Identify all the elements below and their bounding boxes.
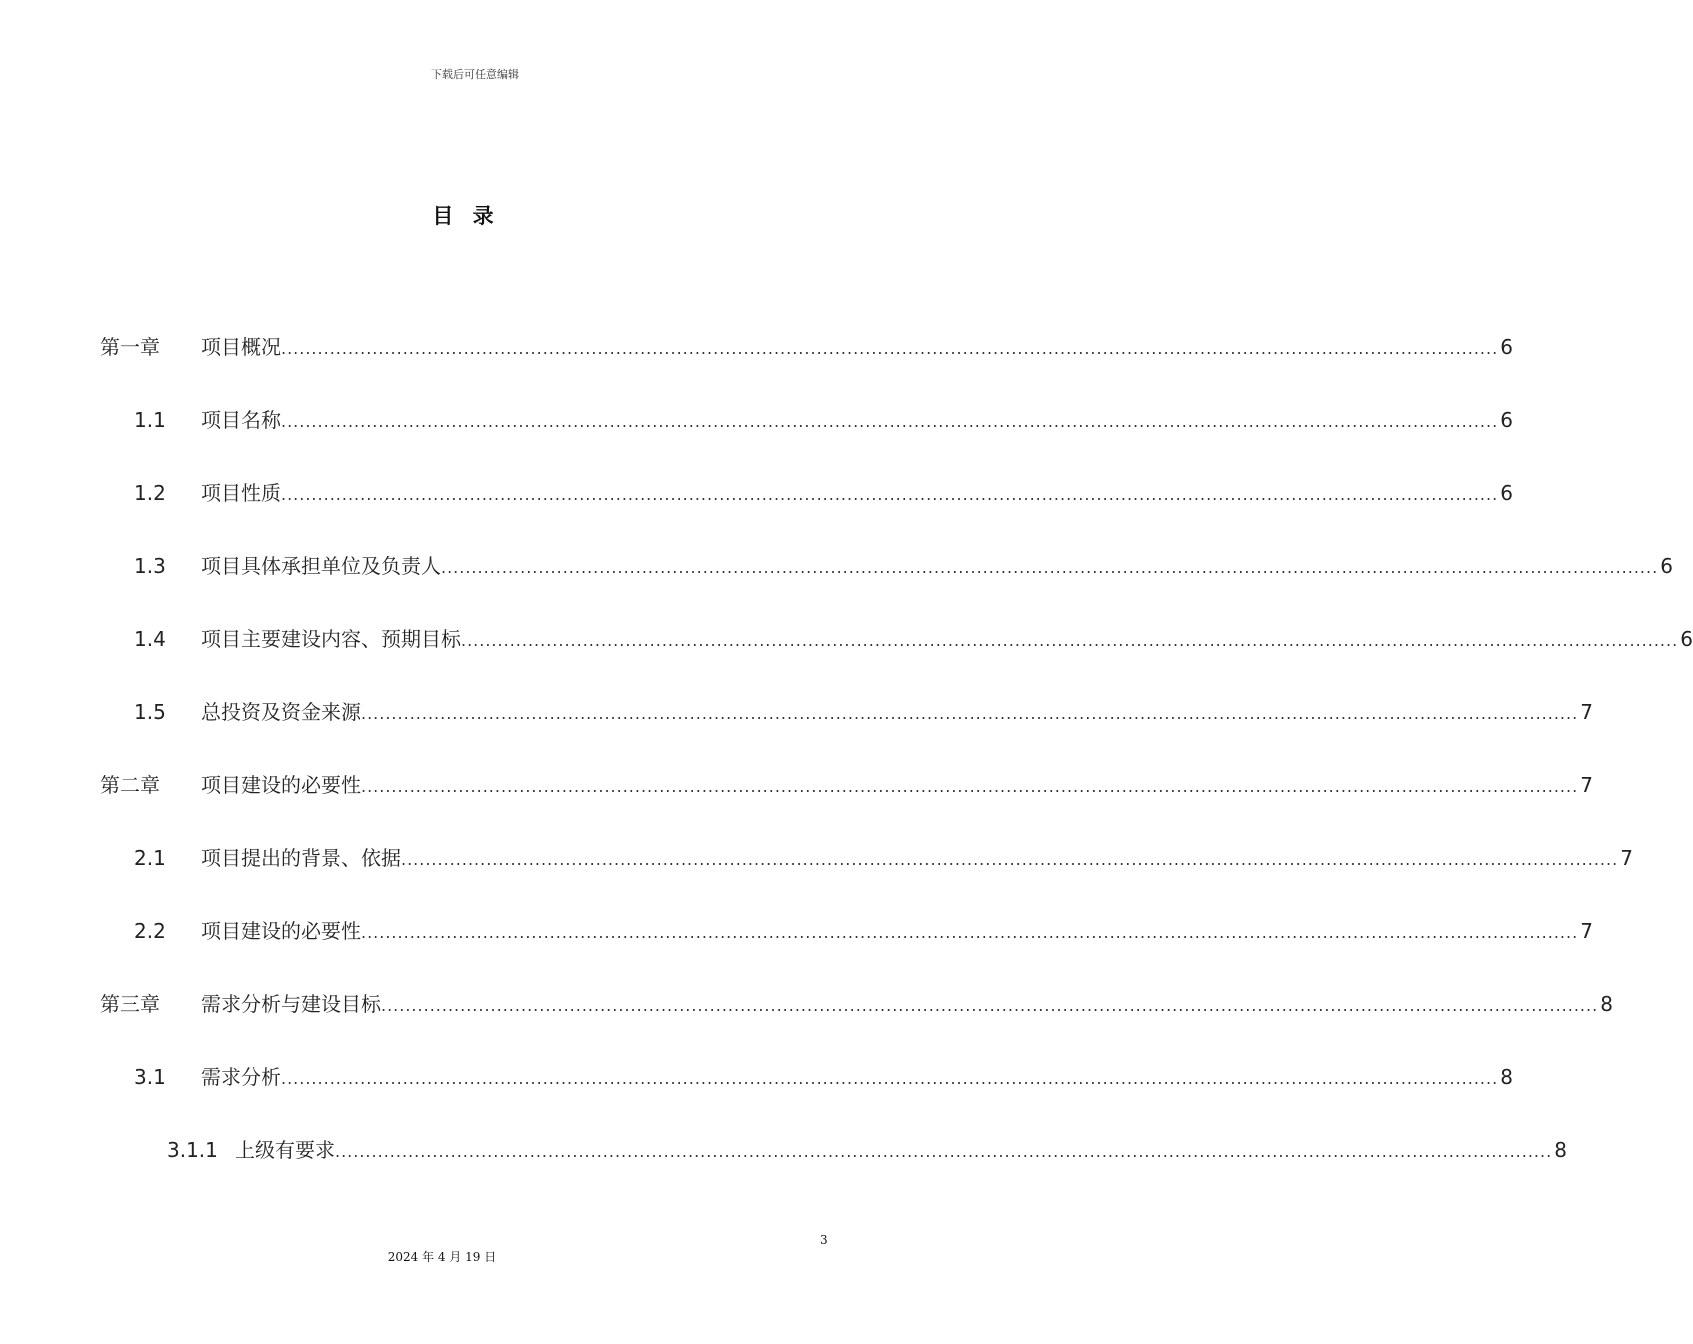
toc-entry-number: 第二章 <box>100 773 160 797</box>
toc-leader-dots: ........................................................................................................................................................................................................ <box>401 850 1619 869</box>
header-note: 下载后可任意编辑 <box>431 68 519 81</box>
toc-leader-dots: ........................................................................................................................................................................................................ <box>461 631 1679 650</box>
toc-entry-number: 1.5 <box>134 700 166 724</box>
toc-entry-number: 1.1 <box>134 408 166 432</box>
toc-entry-number: 1.2 <box>134 481 166 505</box>
toc-entry[interactable] <box>0 473 1513 546</box>
toc-entry[interactable] <box>0 692 1593 765</box>
toc-entry-text: 项目主要建设内容、预期目标 <box>201 627 461 651</box>
toc-entry[interactable] <box>0 984 1613 1057</box>
toc-entry-page: 6 <box>1500 335 1513 359</box>
toc-entry[interactable] <box>0 327 1513 400</box>
toc-entry[interactable] <box>0 1057 1513 1130</box>
toc-entry-page: 6 <box>1500 481 1513 505</box>
toc-entry-page: 7 <box>1620 846 1633 870</box>
toc-entry-text: 项目建设的必要性 <box>201 773 361 797</box>
toc-entry[interactable] <box>0 838 1633 911</box>
toc-leader-dots: ........................................................................................................................................................................................................ <box>361 704 1579 723</box>
toc-entry-page: 7 <box>1580 919 1593 943</box>
toc-leader-dots: ........................................................................................................................................................................................................ <box>381 996 1599 1015</box>
toc-entry-number: 2.2 <box>134 919 166 943</box>
toc-entry-text: 项目具体承担单位及负责人 <box>201 554 441 578</box>
toc-entry-number: 1.3 <box>134 554 166 578</box>
toc-entry-number: 3.1 <box>134 1065 166 1089</box>
toc-leader-dots: ........................................................................................................................................................................................................ <box>281 1069 1499 1088</box>
table-of-contents <box>0 327 1693 1203</box>
toc-entry-page: 8 <box>1600 992 1613 1016</box>
toc-entry-text: 总投资及资金来源 <box>201 700 361 724</box>
toc-entry-page: 8 <box>1554 1138 1567 1162</box>
toc-entry[interactable] <box>0 546 1673 619</box>
toc-entry-page: 7 <box>1580 700 1593 724</box>
toc-entry[interactable] <box>0 911 1593 984</box>
toc-entry-page: 6 <box>1500 408 1513 432</box>
toc-entry-page: 8 <box>1500 1065 1513 1089</box>
toc-entry-page: 6 <box>1660 554 1673 578</box>
toc-entry-number: 2.1 <box>134 846 166 870</box>
toc-leader-dots: ........................................................................................................................................................................................................ <box>441 558 1659 577</box>
toc-entry-text: 项目概况 <box>201 335 281 359</box>
toc-entry-number: 1.4 <box>134 627 166 651</box>
footer-date: 2024 年 4 月 19 日 <box>387 1250 497 1264</box>
toc-entry-page: 7 <box>1580 773 1593 797</box>
toc-leader-dots: ........................................................................................................................................................................................................ <box>281 339 1499 358</box>
toc-title: 目 录 <box>432 204 500 228</box>
toc-entry-text: 上级有要求 <box>235 1138 335 1162</box>
toc-entry-text: 需求分析与建设目标 <box>201 992 381 1016</box>
toc-leader-dots: ........................................................................................................................................................................................................ <box>335 1142 1553 1161</box>
toc-entry-text: 需求分析 <box>201 1065 281 1089</box>
page-number: 3 <box>820 1233 828 1247</box>
toc-entry-number: 第三章 <box>100 992 160 1016</box>
toc-entry-text: 项目提出的背景、依据 <box>201 846 401 870</box>
toc-entry-text: 项目性质 <box>201 481 281 505</box>
toc-leader-dots: ........................................................................................................................................................................................................ <box>361 777 1579 796</box>
toc-entry-number: 3.1.1 <box>167 1138 218 1162</box>
toc-entry[interactable] <box>0 619 1693 692</box>
toc-leader-dots: ........................................................................................................................................................................................................ <box>361 923 1579 942</box>
toc-entry[interactable] <box>0 1130 1567 1203</box>
toc-entry-text: 项目名称 <box>201 408 281 432</box>
toc-entry-number: 第一章 <box>100 335 160 359</box>
toc-leader-dots: ........................................................................................................................................................................................................ <box>281 485 1499 504</box>
toc-leader-dots: ........................................................................................................................................................................................................ <box>281 412 1499 431</box>
toc-entry[interactable] <box>0 400 1513 473</box>
toc-entry-text: 项目建设的必要性 <box>201 919 361 943</box>
toc-entry-page: 6 <box>1680 627 1693 651</box>
toc-entry[interactable] <box>0 765 1593 838</box>
